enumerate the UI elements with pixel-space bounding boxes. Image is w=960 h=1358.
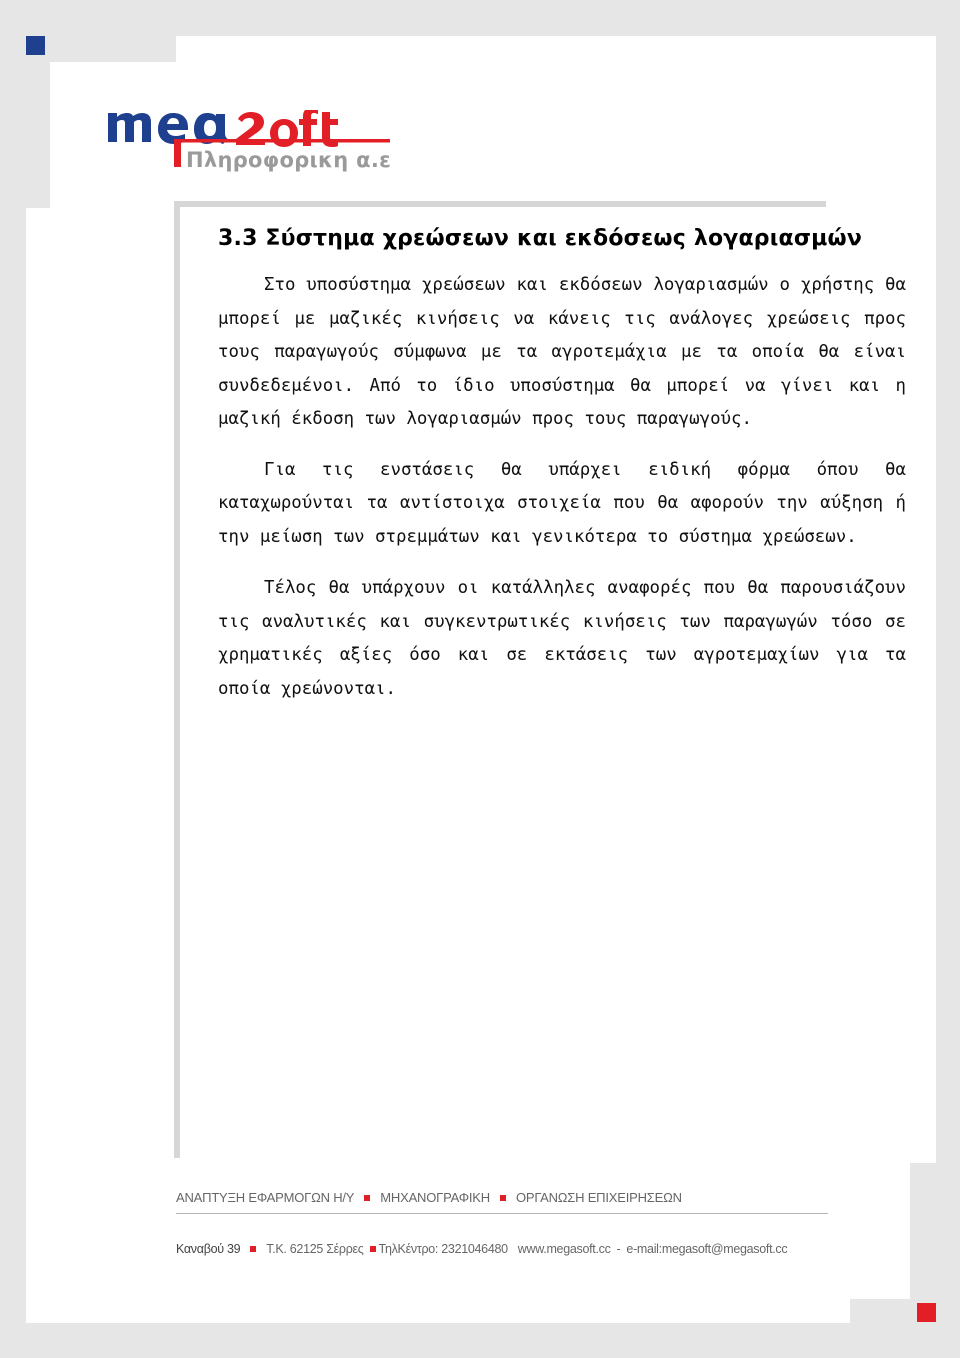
paragraph: Τέλος θα υπάρχουν οι κατάλληλες αναφορές που θα παρουσιάζουν τις αναλυτικές και συγκεντρωτικές κινήσεις των παραγωγών τόσο σε χρηματικές αξίες όσο και σε εκτάσεις των αγροτεμαχίων για τα οποία χρεώνονται. (218, 578, 906, 699)
footer-phone: ΤηλΚέντρο: 2321046480 (378, 1242, 508, 1256)
page-corner-cut (26, 36, 176, 62)
svg-text:Πληροφορικη α.ε: Πληροφορικη α.ε (186, 148, 392, 172)
red-bullet-icon (364, 1195, 370, 1201)
page-corner-cut (26, 62, 50, 208)
content-frame-left (174, 201, 180, 1158)
corner-square-blue (26, 36, 45, 55)
red-bullet-icon (250, 1246, 256, 1252)
footer-website[interactable]: www.megasoft.cc (517, 1242, 611, 1256)
megasoft-logo (106, 110, 396, 176)
footer-address: Καναβού 39 (176, 1242, 241, 1256)
footer-service: ΑΝΑΠΤΥΞΗ ΕΦΑΡΜΟΓΩΝ Η/Υ (176, 1190, 355, 1205)
red-bullet-icon (370, 1246, 376, 1252)
footer-contact: Καναβού 39 Τ.Κ. 62125 Σέρρες ΤηλΚέντρο: 2321046480 www.megasoft.cc - e-mail:megasoft@megasoft.cc (176, 1242, 788, 1256)
footer-postal: Τ.Κ. 62125 Σέρρες (266, 1242, 364, 1256)
red-bullet-icon (500, 1195, 506, 1201)
corner-square-red (917, 1303, 936, 1322)
paragraph: Για τις ενστάσεις θα υπάρχει ειδική φόρμα όπου θα καταχωρούνται τα αντίστοιχα στοιχεία που θα αφορούν την αύξηση ή την μείωση των στρεμμάτων και γενικότερα το σύστημα χρεώσεων. (218, 459, 906, 547)
document-body (218, 224, 906, 706)
footer-email[interactable]: e-mail:megasoft@megasoft.cc (626, 1242, 788, 1256)
footer-service: ΟΡΓΑΝΩΣΗ ΕΠΙΧΕΙΡΗΣΕΩΝ (515, 1190, 682, 1205)
section-title: 3.3 Σύστημα χρεώσεων και εκδόσεως λογαριασμών (218, 226, 863, 251)
page-corner-cut (910, 1163, 936, 1299)
footer-divider (176, 1213, 828, 1214)
footer-services (176, 1190, 682, 1205)
footer-service: ΜΗΧΑΝΟΓΡΑΦΙΚΗ (380, 1190, 490, 1205)
paragraph: Στο υποσύστημα χρεώσεων και εκδόσεων λογαριασμών ο χρήστης θα μπορεί με μαζικές κινήσεις να κάνεις τις ανάλογες χρεώσεις προς τους παραγωγούς σύμφωνα με τα αγροτεμάχια με τα οποία θα είναι συνδεδεμένοι. Από το ίδιο υποσύστημα θα μπορεί να γίνει και η μαζική έκδοση των λογαριασμών προς τους παραγωγούς. (218, 275, 906, 429)
content-frame-top (174, 201, 826, 207)
